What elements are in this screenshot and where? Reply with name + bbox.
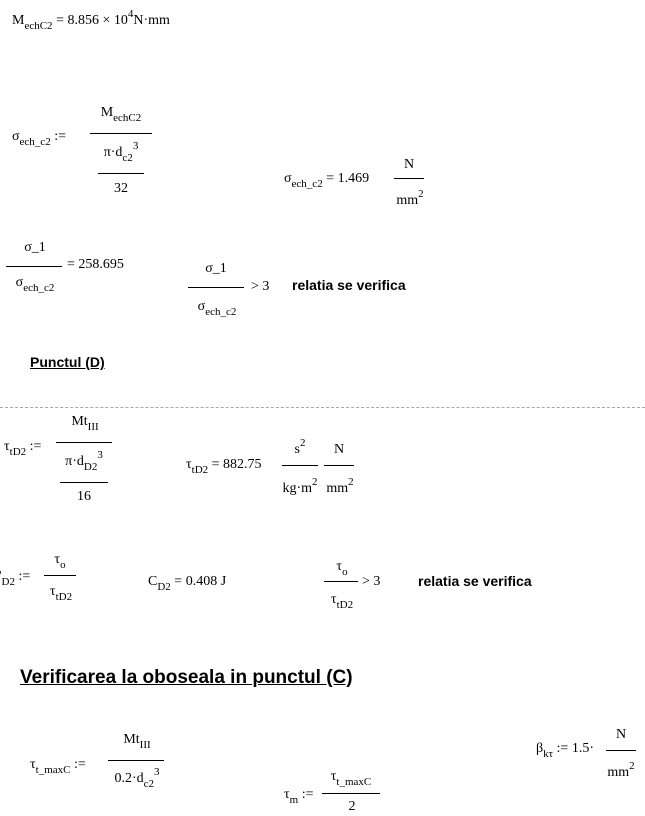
unit-mm: mm	[396, 193, 419, 208]
fraction-bar	[394, 178, 424, 179]
page-break-line	[0, 407, 645, 408]
tau-symbol: τ	[284, 787, 290, 802]
tmax-def-lhs	[30, 757, 86, 776]
assign-operator: :=	[50, 129, 66, 144]
tau-subscript: m	[289, 794, 299, 806]
condition-text: relatia se verifica	[418, 573, 532, 589]
moment-value: = 8.856 × 10	[52, 13, 128, 28]
unit-numerator: N	[615, 727, 627, 742]
unit-denominator	[390, 188, 430, 208]
tau-symbol: τ	[330, 592, 337, 607]
numerator-subscript: echC2	[113, 112, 142, 124]
fraction-bar	[108, 760, 164, 761]
unit2-numerator: N	[333, 442, 345, 457]
d-subscript: c2	[122, 152, 133, 164]
mt-symbol: Mt	[123, 732, 140, 747]
tau-result-lhs	[186, 457, 262, 476]
tau-subscript: tD2	[9, 446, 27, 458]
sigma-result-lhs	[284, 171, 370, 190]
numerator-symbol: M	[100, 105, 114, 120]
tau-symbol: τ	[30, 757, 36, 772]
sigma-subscript: ech_c2	[23, 282, 55, 294]
fraction-bar	[90, 133, 152, 134]
condition-denominator	[184, 299, 250, 318]
beta-value: := 1.5·	[553, 741, 594, 756]
sigma-def-inner-denominator: 32	[114, 181, 128, 196]
tm-def-denominator: 2	[348, 799, 356, 814]
tau-def-lhs	[4, 439, 42, 458]
sigma-subscript: ech_c2	[291, 178, 323, 190]
fraction-bar	[324, 581, 358, 582]
sigma-def-inner-numerator	[94, 140, 148, 164]
sigma-def-numerator	[88, 105, 154, 124]
tau-subscript: tD2	[191, 464, 209, 476]
unit-mm: mm	[607, 765, 630, 780]
c-value: = 0.408 J	[170, 574, 227, 589]
condition-denominator	[320, 592, 364, 611]
unit-exponent: 2	[312, 476, 318, 488]
d-exponent: 3	[154, 766, 160, 778]
fraction-bar	[324, 465, 354, 466]
tau-symbol: τ	[54, 552, 61, 567]
assign-operator: :=	[298, 787, 314, 802]
assign-operator: :=	[26, 439, 42, 454]
d-subscript: D2	[83, 461, 98, 473]
unit-numerator: N	[403, 157, 415, 172]
condition-numerator	[322, 559, 362, 578]
unit-exponent: 2	[629, 760, 635, 772]
beta-def-lhs	[536, 741, 594, 760]
unit-s: s	[294, 442, 300, 457]
tau-def-numerator	[56, 414, 114, 433]
ratio-denominator	[2, 275, 68, 294]
condition-numerator: σ_1	[205, 261, 227, 276]
unit-mm: mm	[326, 481, 349, 496]
fraction-bar	[188, 287, 244, 288]
c-symbol: C	[148, 574, 158, 589]
moment-result	[12, 8, 170, 32]
tau-def-inner-numerator	[56, 449, 112, 473]
tau-symbol: τ	[4, 439, 10, 454]
tm-def-numerator	[318, 769, 384, 788]
tau-symbol: τ	[186, 457, 192, 472]
section-title: Verificarea la oboseala in punctul (C)	[20, 667, 353, 688]
moment-unit: N·mm	[133, 13, 170, 28]
c-subscript: D2	[1, 576, 15, 588]
beta-subscript: kτ	[543, 748, 554, 760]
sigma-value: = 1.469	[322, 171, 370, 186]
tm-def-lhs	[284, 787, 314, 806]
condition-text: relatia se verifica	[292, 277, 406, 293]
unit-exponent: 2	[348, 476, 354, 488]
tau-subscript: t_maxC	[35, 764, 71, 776]
denominator-term: 0.2·d	[114, 771, 144, 786]
moment-exponent: 4	[127, 8, 134, 20]
c-def-denominator	[40, 584, 82, 603]
mt-subscript: III	[139, 739, 151, 751]
sigma-symbol: σ	[197, 299, 206, 314]
unit2-denominator	[320, 476, 360, 496]
mt-symbol: Mt	[71, 414, 88, 429]
unit1-numerator	[282, 437, 318, 457]
fraction-bar	[44, 575, 76, 576]
condition-relation: > 3	[362, 574, 381, 589]
sigma-subscript: ech_c2	[205, 306, 237, 318]
tau-subscript: o	[342, 566, 348, 578]
fraction-bar	[98, 173, 144, 174]
assign-operator: :=	[70, 757, 86, 772]
d-exponent: 3	[132, 140, 139, 152]
fraction-bar	[282, 465, 318, 466]
tau-def-inner-denominator: 16	[77, 489, 91, 504]
assign-operator: :=	[14, 569, 31, 584]
moment-subscript: echC2	[24, 20, 53, 32]
unit-kgm: kg·m	[282, 481, 313, 496]
pi-d-term: π·d	[103, 145, 123, 160]
tau-subscript: t_maxC	[336, 776, 372, 788]
fraction-bar	[6, 266, 62, 267]
tmax-def-denominator	[106, 766, 168, 790]
d-exponent: 3	[97, 449, 103, 461]
c-def-numerator	[42, 552, 78, 571]
tau-value: = 882.75	[208, 457, 262, 472]
tau-symbol: τ	[330, 769, 337, 784]
condition-relation: > 3	[251, 279, 270, 294]
unit-exponent: 2	[299, 437, 306, 449]
unit1-denominator	[276, 476, 324, 496]
tau-subscript: o	[60, 559, 66, 571]
sigma-def-lhs	[12, 129, 66, 148]
unit-exponent: 2	[418, 188, 424, 200]
sigma-symbol: σ	[284, 171, 292, 186]
ratio-numerator: σ_1	[24, 240, 46, 255]
beta-symbol: β	[536, 741, 544, 756]
c-subscript: D2	[157, 581, 171, 593]
ratio-value: = 258.695	[67, 257, 124, 272]
sigma-symbol: σ	[12, 129, 20, 144]
sigma-subscript: ech_c2	[19, 136, 51, 148]
tmax-def-numerator	[108, 732, 166, 751]
section-heading-d: Punctul (D)	[30, 354, 105, 370]
tau-subscript: tD2	[55, 591, 73, 603]
unit-denominator	[600, 760, 642, 780]
fraction-bar	[322, 793, 380, 794]
pi-d-term: π·d	[65, 454, 84, 469]
fraction-bar	[60, 482, 108, 483]
tau-subscript: tD2	[336, 599, 354, 611]
fraction-bar	[606, 750, 636, 751]
mt-subscript: III	[87, 421, 99, 433]
tau-symbol: τ	[336, 559, 343, 574]
moment-symbol: M	[12, 13, 25, 28]
sigma-symbol: σ	[15, 275, 24, 290]
c-def-lhs	[0, 569, 31, 588]
tau-symbol: τ	[49, 584, 56, 599]
c-result	[148, 574, 227, 593]
d-subscript: c2	[143, 778, 155, 790]
fraction-bar	[56, 442, 112, 443]
